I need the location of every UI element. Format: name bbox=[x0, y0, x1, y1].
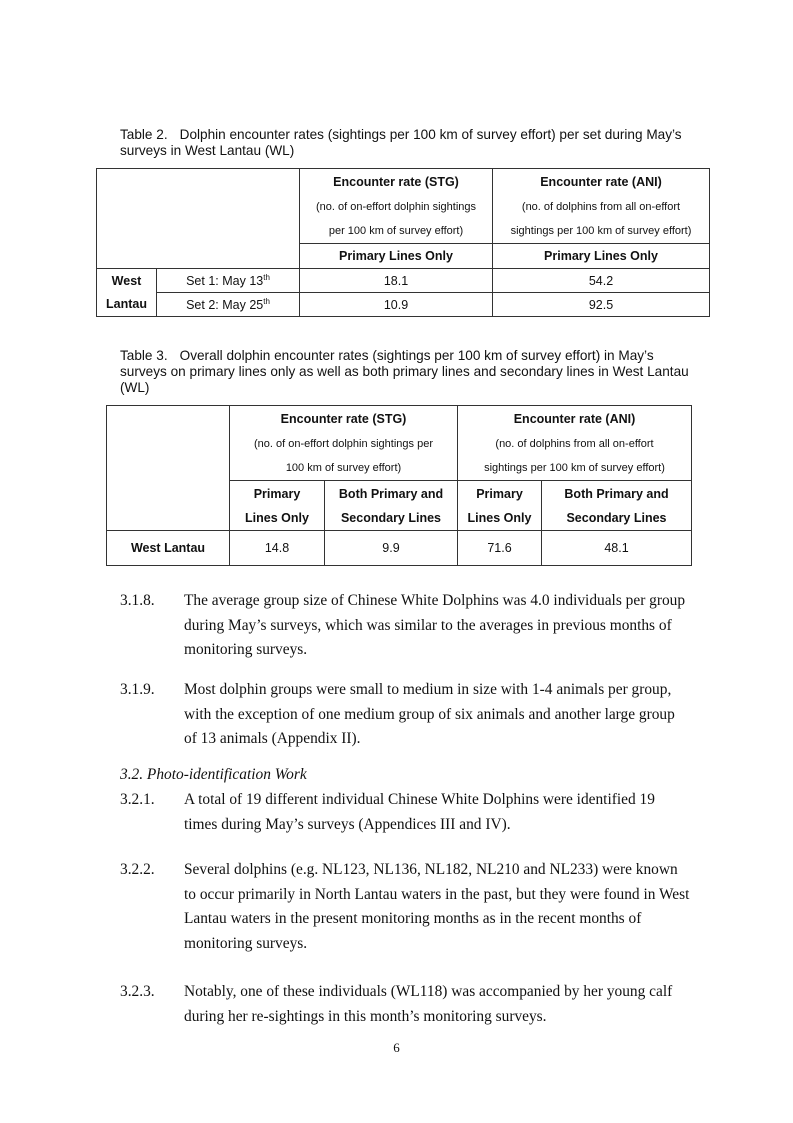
table3-stg-both-l1: Both Primary and bbox=[338, 486, 444, 501]
paragraph-number: 3.2.3. bbox=[120, 983, 155, 1000]
table2-stg-primary-only: Primary Lines Only bbox=[300, 244, 493, 269]
table3-stg-both-header bbox=[325, 481, 458, 531]
table3-ani-both-header bbox=[542, 481, 692, 531]
table3-stg-sub1: (no. of on-effort dolphin sightings per bbox=[254, 438, 433, 450]
table2-row1-ani: 54.2 bbox=[493, 269, 710, 293]
table3-ani-primary-l1: Primary bbox=[476, 486, 523, 501]
table3-ani-primary-value: 71.6 bbox=[458, 531, 542, 566]
paragraph-number: 3.1.8. bbox=[120, 592, 155, 609]
table3-caption-label: Table 3. bbox=[120, 348, 168, 363]
table2-ani-primary-only: Primary Lines Only bbox=[493, 244, 710, 269]
paragraph-3-2-2 bbox=[120, 858, 690, 956]
table3-ani-sub2: sightings per 100 km of survey effort) bbox=[484, 462, 665, 474]
table3-stg-both-l2: Secondary Lines bbox=[340, 510, 442, 525]
paragraph-number: 3.2.1. bbox=[120, 791, 155, 808]
table2-caption-label: Table 2. bbox=[120, 127, 168, 142]
table3-stg-primary-value: 14.8 bbox=[230, 531, 325, 566]
table3-stg-sub2: 100 km of survey effort) bbox=[285, 462, 402, 474]
page-number: 6 bbox=[393, 1040, 400, 1055]
table3-stg-header: Encounter rate (STG) bbox=[280, 412, 407, 426]
paragraph-number: 3.2.2. bbox=[120, 861, 155, 878]
paragraph-text: Several dolphins (e.g. NL123, NL136, NL182, NL210 and NL233) were known to occur primarily in North Lantau waters in the past, but they were found in West Lantau waters in the present monitoring months as in the recent months of monitoring surveys. bbox=[184, 861, 690, 952]
table2-row2-ani: 92.5 bbox=[493, 293, 710, 317]
table3-stg-header-cell bbox=[230, 406, 458, 481]
paragraph-3-1-9 bbox=[120, 678, 690, 752]
table3-caption bbox=[120, 348, 700, 396]
table2-row1-set bbox=[157, 269, 300, 293]
table3-ani-primary-header bbox=[458, 481, 542, 531]
table3-empty-corner bbox=[107, 406, 230, 531]
table2-stg-header: Encounter rate (STG) bbox=[333, 175, 459, 189]
table2-caption-text: Dolphin encounter rates (sightings per 100 km of survey effort) per set during May’s surveys in West Lantau (WL) bbox=[120, 127, 682, 158]
table3-ani-sub1: (no. of dolphins from all on-effort bbox=[495, 438, 654, 450]
table3-row-label: West Lantau bbox=[107, 531, 230, 566]
paragraph-number: 3.1.9. bbox=[120, 681, 155, 698]
table3-ani-header: Encounter rate (ANI) bbox=[513, 412, 636, 426]
table2-row2-set-sup: th bbox=[263, 296, 270, 306]
table3-ani-header-cell bbox=[458, 406, 692, 481]
table2-area-west: West bbox=[97, 269, 157, 293]
table2-row2-stg: 10.9 bbox=[300, 293, 493, 317]
section-heading: 3.2. Photo-identification Work bbox=[120, 766, 307, 783]
table2-area-lantau: Lantau bbox=[97, 293, 157, 317]
table3-ani-both-l2: Secondary Lines bbox=[566, 510, 667, 525]
table2-ani-sub2: sightings per 100 km of survey effort) bbox=[510, 225, 692, 237]
table2-row2-set bbox=[157, 293, 300, 317]
table3-stg-primary-l2: Lines Only bbox=[245, 510, 309, 525]
table3 bbox=[106, 405, 692, 566]
table3-stg-both-value: 9.9 bbox=[325, 531, 458, 566]
table2-ani-header-cell bbox=[493, 169, 710, 244]
table2-ani-header: Encounter rate (ANI) bbox=[540, 175, 662, 189]
table3-caption-text: Overall dolphin encounter rates (sightings per 100 km of survey effort) in May’s surveys on primary lines only as well as both primary lines and secondary lines in West Lantau (WL) bbox=[120, 348, 689, 395]
table3-ani-both-value: 48.1 bbox=[542, 531, 692, 566]
table2-empty-corner bbox=[97, 169, 300, 269]
table2-stg-sub2: per 100 km of survey effort) bbox=[328, 225, 464, 237]
paragraph-3-1-8 bbox=[120, 589, 690, 663]
table3-stg-primary-l1: Primary bbox=[253, 486, 301, 501]
paragraph-text: A total of 19 different individual Chinese White Dolphins were identified 19 times during May’s surveys (Appendices III and IV). bbox=[184, 791, 655, 833]
paragraph-text: Most dolphin groups were small to medium in size with 1-4 animals per group, with the exception of one medium group of six animals and another large group of 13 animals (Appendix II). bbox=[184, 681, 675, 747]
paragraph-text: The average group size of Chinese White Dolphins was 4.0 individuals per group during May’s surveys, which was similar to the averages in previous months of monitoring surveys. bbox=[184, 592, 686, 658]
table2-stg-sub1: (no. of on-effort dolphin sightings bbox=[315, 201, 476, 213]
table2-row1-stg: 18.1 bbox=[300, 269, 493, 293]
table3-ani-primary-l2: Lines Only bbox=[467, 510, 532, 525]
table2-row2-set-text: Set 2: May 25 bbox=[186, 298, 264, 313]
table2-stg-header-cell bbox=[300, 169, 493, 244]
table2-ani-sub1: (no. of dolphins from all on-effort bbox=[521, 201, 681, 213]
table3-stg-primary-header bbox=[230, 481, 325, 531]
paragraph-3-2-3 bbox=[120, 980, 690, 1029]
paragraph-text: Notably, one of these individuals (WL118) was accompanied by her young calf during her re-sightings in this month’s monitoring surveys. bbox=[184, 983, 673, 1025]
table2-caption bbox=[120, 127, 700, 159]
table2 bbox=[96, 168, 710, 317]
table2-row1-set-text: Set 1: May 13 bbox=[186, 274, 264, 289]
paragraph-3-2-1 bbox=[120, 788, 690, 837]
table3-ani-both-l1: Both Primary and bbox=[564, 486, 669, 501]
table2-row1-set-sup: th bbox=[263, 272, 270, 282]
